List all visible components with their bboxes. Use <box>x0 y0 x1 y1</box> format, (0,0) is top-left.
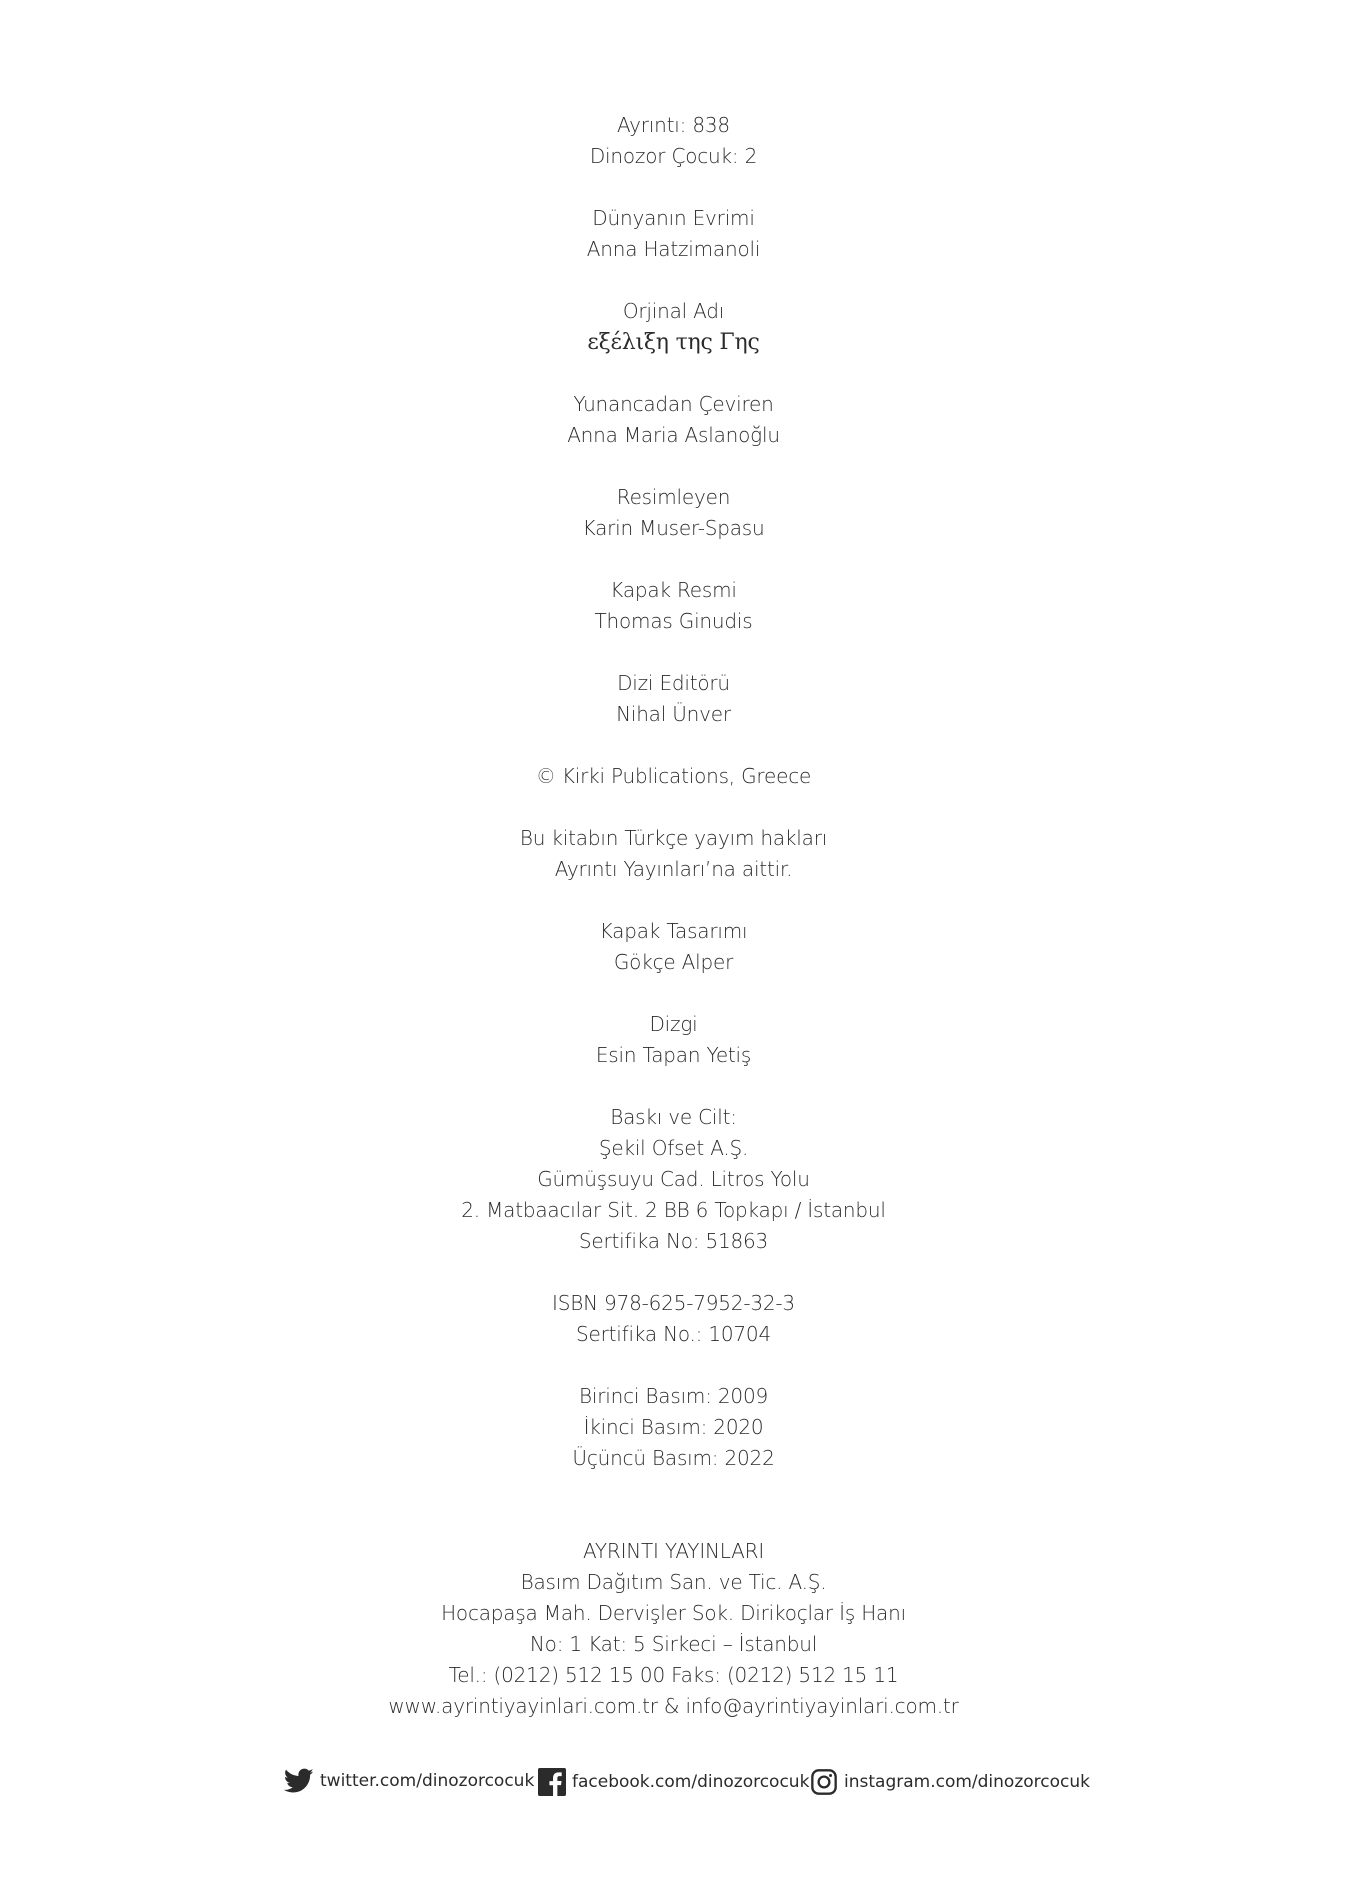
copyright-block <box>0 761 1347 792</box>
cover-design-block <box>0 916 1347 978</box>
first-edition: Birinci Basım: 2009 <box>578 1384 769 1408</box>
instagram-link[interactable] <box>810 1768 1090 1796</box>
printer-certificate: Sertifika No: 51863 <box>578 1229 769 1253</box>
rights-line-2: Ayrıntı Yayınları’na aittir. <box>554 857 793 881</box>
isbn-block <box>0 1288 1347 1350</box>
twitter-handle: twitter.com/dinozorcocuk <box>320 1771 535 1791</box>
illustrator-name: Karin Muser-Spasu <box>582 516 765 540</box>
book-block <box>0 203 1347 265</box>
printing-block <box>0 1102 1347 1257</box>
series-editor-label: Dizi Editörü <box>617 671 730 695</box>
translator-name: Anna Maria Aslanoğlu <box>567 423 780 447</box>
second-edition: İkinci Basım: 2020 <box>583 1415 764 1439</box>
publisher-address-1: Hocapaşa Mah. Dervişler Sok. Dirikoçlar İş Hanı <box>441 1601 906 1625</box>
printer-name: Şekil Ofset A.Ş. <box>598 1136 749 1160</box>
book-title: Dünyanın Evrimi <box>592 206 755 230</box>
rights-block <box>0 823 1347 885</box>
publisher-name: AYRINTI YAYINLARI <box>582 1539 765 1563</box>
cover-design-name: Gökçe Alper <box>613 950 734 974</box>
isbn-number: ISBN 978-625-7952-32-3 <box>552 1291 795 1315</box>
publisher-address-2: No: 1 Kat: 5 Sirkeci – İstanbul <box>529 1632 818 1656</box>
rights-line-1: Bu kitabın Türkçe yayım hakları <box>519 826 828 850</box>
typesetting-name: Esin Tapan Yetiş <box>595 1043 752 1067</box>
spacer <box>0 1505 1347 1536</box>
cover-art-label: Kapak Resmi <box>610 578 737 602</box>
publisher-block <box>0 1536 1347 1722</box>
original-title-block <box>0 296 1347 358</box>
facebook-handle: facebook.com/dinozorcocuk <box>572 1772 810 1792</box>
editions-block <box>0 1381 1347 1474</box>
twitter-link[interactable] <box>284 1768 534 1794</box>
publisher-certificate: Sertifika No.: 10704 <box>576 1322 771 1346</box>
cover-design-label: Kapak Tasarımı <box>599 919 748 943</box>
typesetting-block <box>0 1009 1347 1071</box>
original-title-label: Orjinal Adı <box>622 299 725 323</box>
cover-art-name: Thomas Ginudis <box>594 609 753 633</box>
series-number: Ayrıntı: 838 <box>617 113 730 137</box>
credits-column <box>0 110 1347 1753</box>
printer-address-1: Gümüşsuyu Cad. Litros Yolu <box>537 1167 810 1191</box>
illustrator-block <box>0 482 1347 544</box>
third-edition: Üçüncü Basım: 2022 <box>572 1446 775 1470</box>
social-links <box>0 1768 1347 1808</box>
series-subnumber: Dinozor Çocuk: 2 <box>589 144 758 168</box>
book-author: Anna Hatzimanoli <box>586 237 761 261</box>
typesetting-label: Dizgi <box>649 1012 698 1036</box>
series-block <box>0 110 1347 172</box>
original-title: εξέλιξη της Γης <box>587 330 760 355</box>
instagram-handle: instagram.com/dinozorcocuk <box>844 1772 1090 1792</box>
copyright-line: © Kirki Publications, Greece <box>535 764 812 788</box>
translator-block <box>0 389 1347 451</box>
instagram-icon <box>810 1768 838 1796</box>
twitter-icon <box>284 1768 314 1794</box>
facebook-link[interactable] <box>538 1768 809 1796</box>
printer-address-2: 2. Matbaacılar Sit. 2 BB 6 Topkapı / İstanbul <box>461 1198 886 1222</box>
series-editor-name: Nihal Ünver <box>616 702 731 726</box>
illustrator-label: Resimleyen <box>616 485 731 509</box>
facebook-icon <box>538 1768 566 1796</box>
series-editor-block <box>0 668 1347 730</box>
cover-art-block <box>0 575 1347 637</box>
printing-label: Baskı ve Cilt: <box>610 1105 737 1129</box>
translator-label: Yunancadan Çeviren <box>573 392 774 416</box>
publisher-web[interactable]: www.ayrintiyayinlari.com.tr & info@ayrintiyayinlari.com.tr <box>388 1694 959 1718</box>
publisher-phone: Tel.: (0212) 512 15 00 Faks: (0212) 512 15 11 <box>448 1663 899 1687</box>
publisher-company: Basım Dağıtım San. ve Tic. A.Ş. <box>520 1570 827 1594</box>
